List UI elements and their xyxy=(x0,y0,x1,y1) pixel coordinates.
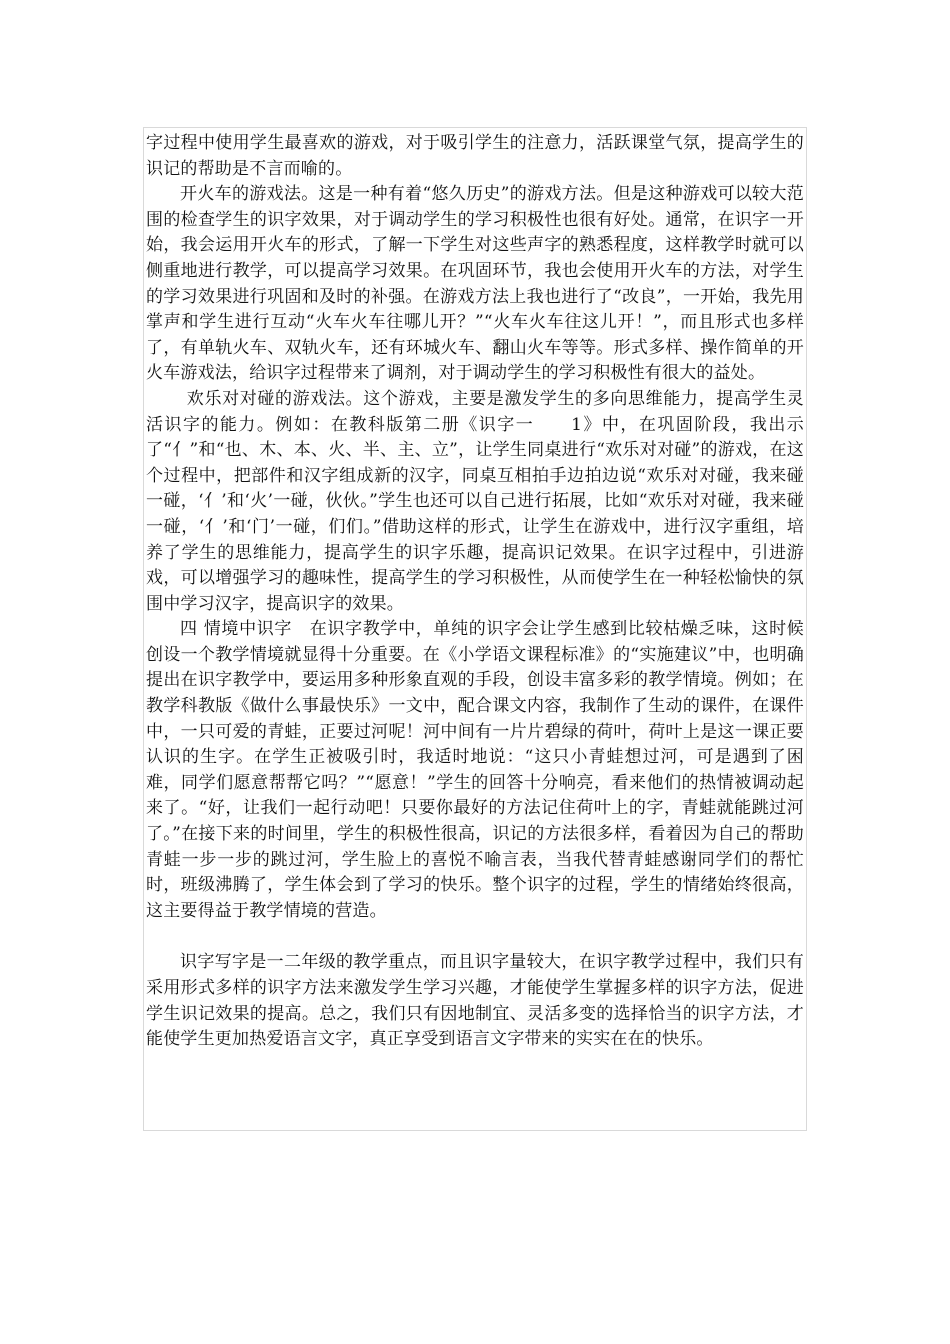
paragraph-pairing-game: 欢乐对对碰的游戏法。这个游戏，主要是激发学生的多向思维能力，提高学生灵活识字的能力。例如：在教科版第二册《识字一 1》中，在巩固阶段，我出示了“亻”和“也、木、本、火、半、主、立”，让学生同桌进行“欢乐对对碰”的游戏，在这个过程中，把部件和汉字组成新的汉字，同桌互相拍手边拍边说“欢乐对对碰，我来碰一碰，‘亻’和‘火’一碰，伙伙。”学生也还可以自己进行拓展，比如“欢乐对对碰，我来碰一碰，‘亻’和‘门’一碰，们们。”借助这样的形式，让学生在游戏中，进行汉字重组，培养了学生的思维能力，提高学生的识字乐趣，提高识记效果。在识字过程中，引进游戏，可以增强学习的趣味性，提高学生的学习积极性，从而使学生在一种轻松愉快的氛围中学习汉字，提高识字的效果。 xyxy=(146,388,804,614)
paragraph-continuation: 字过程中使用学生最喜欢的游戏，对于吸引学生的注意力，活跃课堂气氛，提高学生的识记的帮助是不言而喻的。 xyxy=(146,133,804,179)
paragraph-train-game: 开火车的游戏法。这是一种有着“悠久历史”的游戏方法。但是这种游戏可以较大范围的检查学生的识字效果，对于调动学生的学习积极性也很有好处。通常，在识字一开始，我会运用开火车的形式，了解一下学生对这些声字的熟悉程度，这样教学时就可以侧重地进行教学，可以提高学习效果。在巩固环节，我也会使用开火车的方法，对学生的学习效果进行巩固和及时的补强。在游戏方法上我也进行了“改良”，一开始，我先用掌声和学生进行互动“火车火车往哪儿开？”“火车火车往这儿开！”，而且形式也多样了，有单轨火车、双轨火车，还有环城火车、翻山火车等等。形式多样、操作简单的开火车游戏法，给识字过程带来了调剂，对于调动学生的学习积极性有很大的益处。 xyxy=(146,184,804,384)
paragraph-situational-literacy: 四 情境中识字 在识字教学中，单纯的识字会让学生感到比较枯燥乏味，这时候创设一个教学情境就显得十分重要。在《小学语文课程标准》的“实施建议”中，也明确提出在识字教学中，要运用多种形象直观的手段，创设丰富多彩的教学情境。例如；在教学科教版《做什么事最快乐》一文中，配合课文内容，我制作了生动的课件，在课件中，一只可爱的青蛙，正要过河呢！河中间有一片片碧绿的荷叶，荷叶上是这一课正要认识的生字。在学生正被吸引时，我适时地说：“这只小青蛙想过河，可是遇到了困难，同学们愿意帮帮它吗？”“愿意！”学生的回答十分响亮，看来他们的热情被调动起来了。“好，让我们一起行动吧！只要你最好的方法记住荷叶上的字，青蛙就能跳过河了。”在接下来的时间里，学生的积极性很高，识记的方法很多样，看着因为自己的帮助青蛙一步一步的跳过河，学生脸上的喜悦不喻言表，当我代替青蛙感谢同学们的帮忙时，班级沸腾了，学生体会到了学习的快乐。整个识字的过程，学生的情绪始终很高，这主要得益于教学情境的营造。 xyxy=(146,619,804,921)
paragraph-spacer xyxy=(146,924,804,950)
document-text-box xyxy=(143,127,807,1131)
paragraph-conclusion: 识字写字是一二年级的教学重点，而且识字量较大，在识字教学过程中，我们只有采用形式多样的识字方法来激发学生学习兴趣，才能使学生掌握多样的识字方法，促进学生识记效果的提高。总之，我们只有因地制宜、灵活多变的选择恰当的识字方法，才能使学生更加热爱语言文字，真正享受到语言文字带来的实实在在的快乐。 xyxy=(146,952,804,1050)
